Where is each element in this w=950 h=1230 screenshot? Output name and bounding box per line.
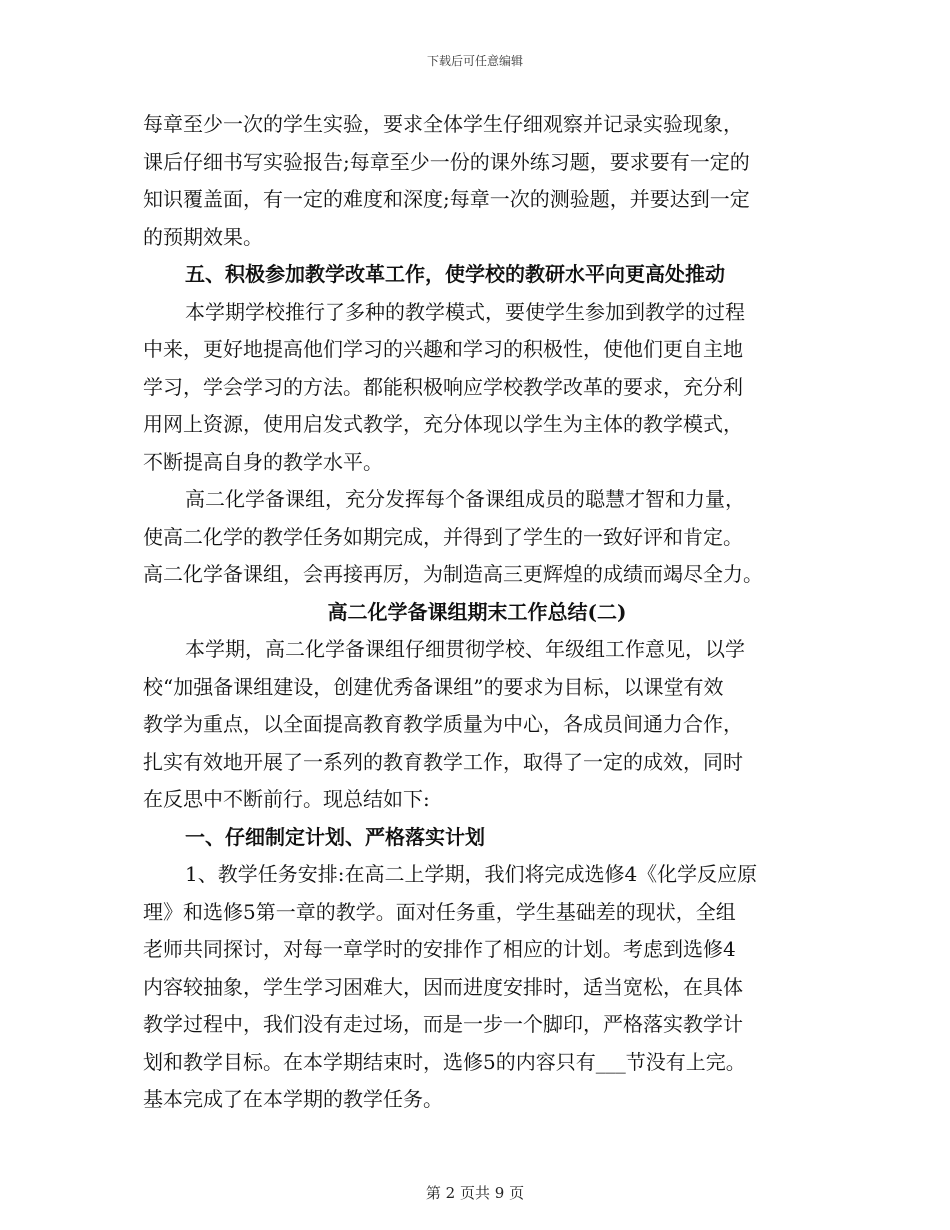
text-line: 的预期效果。 <box>143 224 263 249</box>
text-line: 本学期，高二化学备课组仔细贯彻学校、年级组工作意见，以学 <box>185 637 745 661</box>
page-number: 第 2 页共 9 页 <box>425 1184 525 1202</box>
text-line: 1、教学任务安排:在高二上学期，我们将完成选修4《化学反应原 <box>185 862 758 886</box>
text-line: 不断提高自身的教学水平。 <box>143 449 383 474</box>
text-line: 高二化学备课组，会再接再厉，为制造高三更辉煌的成绩而竭尽全力。 <box>143 562 763 586</box>
text-line: 在反思中不断前行。现总结如下: <box>143 787 430 811</box>
text-line: 划和教学目标。在本学期结束时，选修5的内容只有___节没有上完。 <box>143 1049 746 1074</box>
text-line: 老师共同探讨，对每一章学时的安排作了相应的计划。考虑到选修4 <box>143 937 736 961</box>
text-line: 学习，学会学习的方法。都能积极响应学校教学改革的要求，充分利 <box>143 374 743 399</box>
section-heading: 一、仔细制定计划、严格落实计划 <box>185 824 485 849</box>
text-line: 使高二化学的教学任务如期完成，并得到了学生的一致好评和肯定。 <box>143 524 743 549</box>
text-line: 校“加强备课组建设，创建优秀备课组”的要求为目标，以课堂有效 <box>143 674 724 699</box>
text-line: 理》和选修5第一章的教学。面对任务重，学生基础差的现状，全组 <box>143 899 736 924</box>
text-line: 用网上资源，使用启发式教学，充分体现以学生为主体的教学模式， <box>143 412 743 436</box>
text-line: 中来，更好地提高他们学习的兴趣和学习的积极性，使他们更自主地 <box>143 337 743 361</box>
section-heading: 五、积极参加教学改革工作，使学校的教研水平向更高处推动 <box>185 262 725 286</box>
page-header: 下载后可任意编辑 <box>426 54 523 68</box>
text-line: 基本完成了在本学期的教学任务。 <box>143 1087 443 1111</box>
text-line: 内容较抽象，学生学习困难大，因而进度安排时，适当宽松，在具体 <box>143 974 743 999</box>
document-body <box>143 106 811 1119</box>
text-line: 每章至少一次的学生实验，要求全体学生仔细观察并记录实验现象， <box>143 112 743 136</box>
text-line: 扎实有效地开展了一系列的教育教学工作，取得了一定的成效，同时 <box>143 749 743 774</box>
text-line: 知识覆盖面，有一定的难度和深度;每章一次的测验题，并要达到一定 <box>143 187 750 211</box>
text-line: 课后仔细书写实验报告;每章至少一份的课外练习题，要求要有一定的 <box>143 149 750 174</box>
text-line: 教学为重点，以全面提高教育教学质量为中心，各成员间通力合作， <box>143 712 743 736</box>
document-title: 高二化学备课组期末工作总结(二) <box>327 599 627 624</box>
text-line: 本学期学校推行了多种的教学模式，要使学生参加到教学的过程 <box>185 299 745 324</box>
text-line: 高二化学备课组，充分发挥每个备课组成员的聪慧才智和力量， <box>185 487 745 511</box>
text-line: 教学过程中，我们没有走过场，而是一步一个脚印，严格落实教学计 <box>143 1012 743 1036</box>
